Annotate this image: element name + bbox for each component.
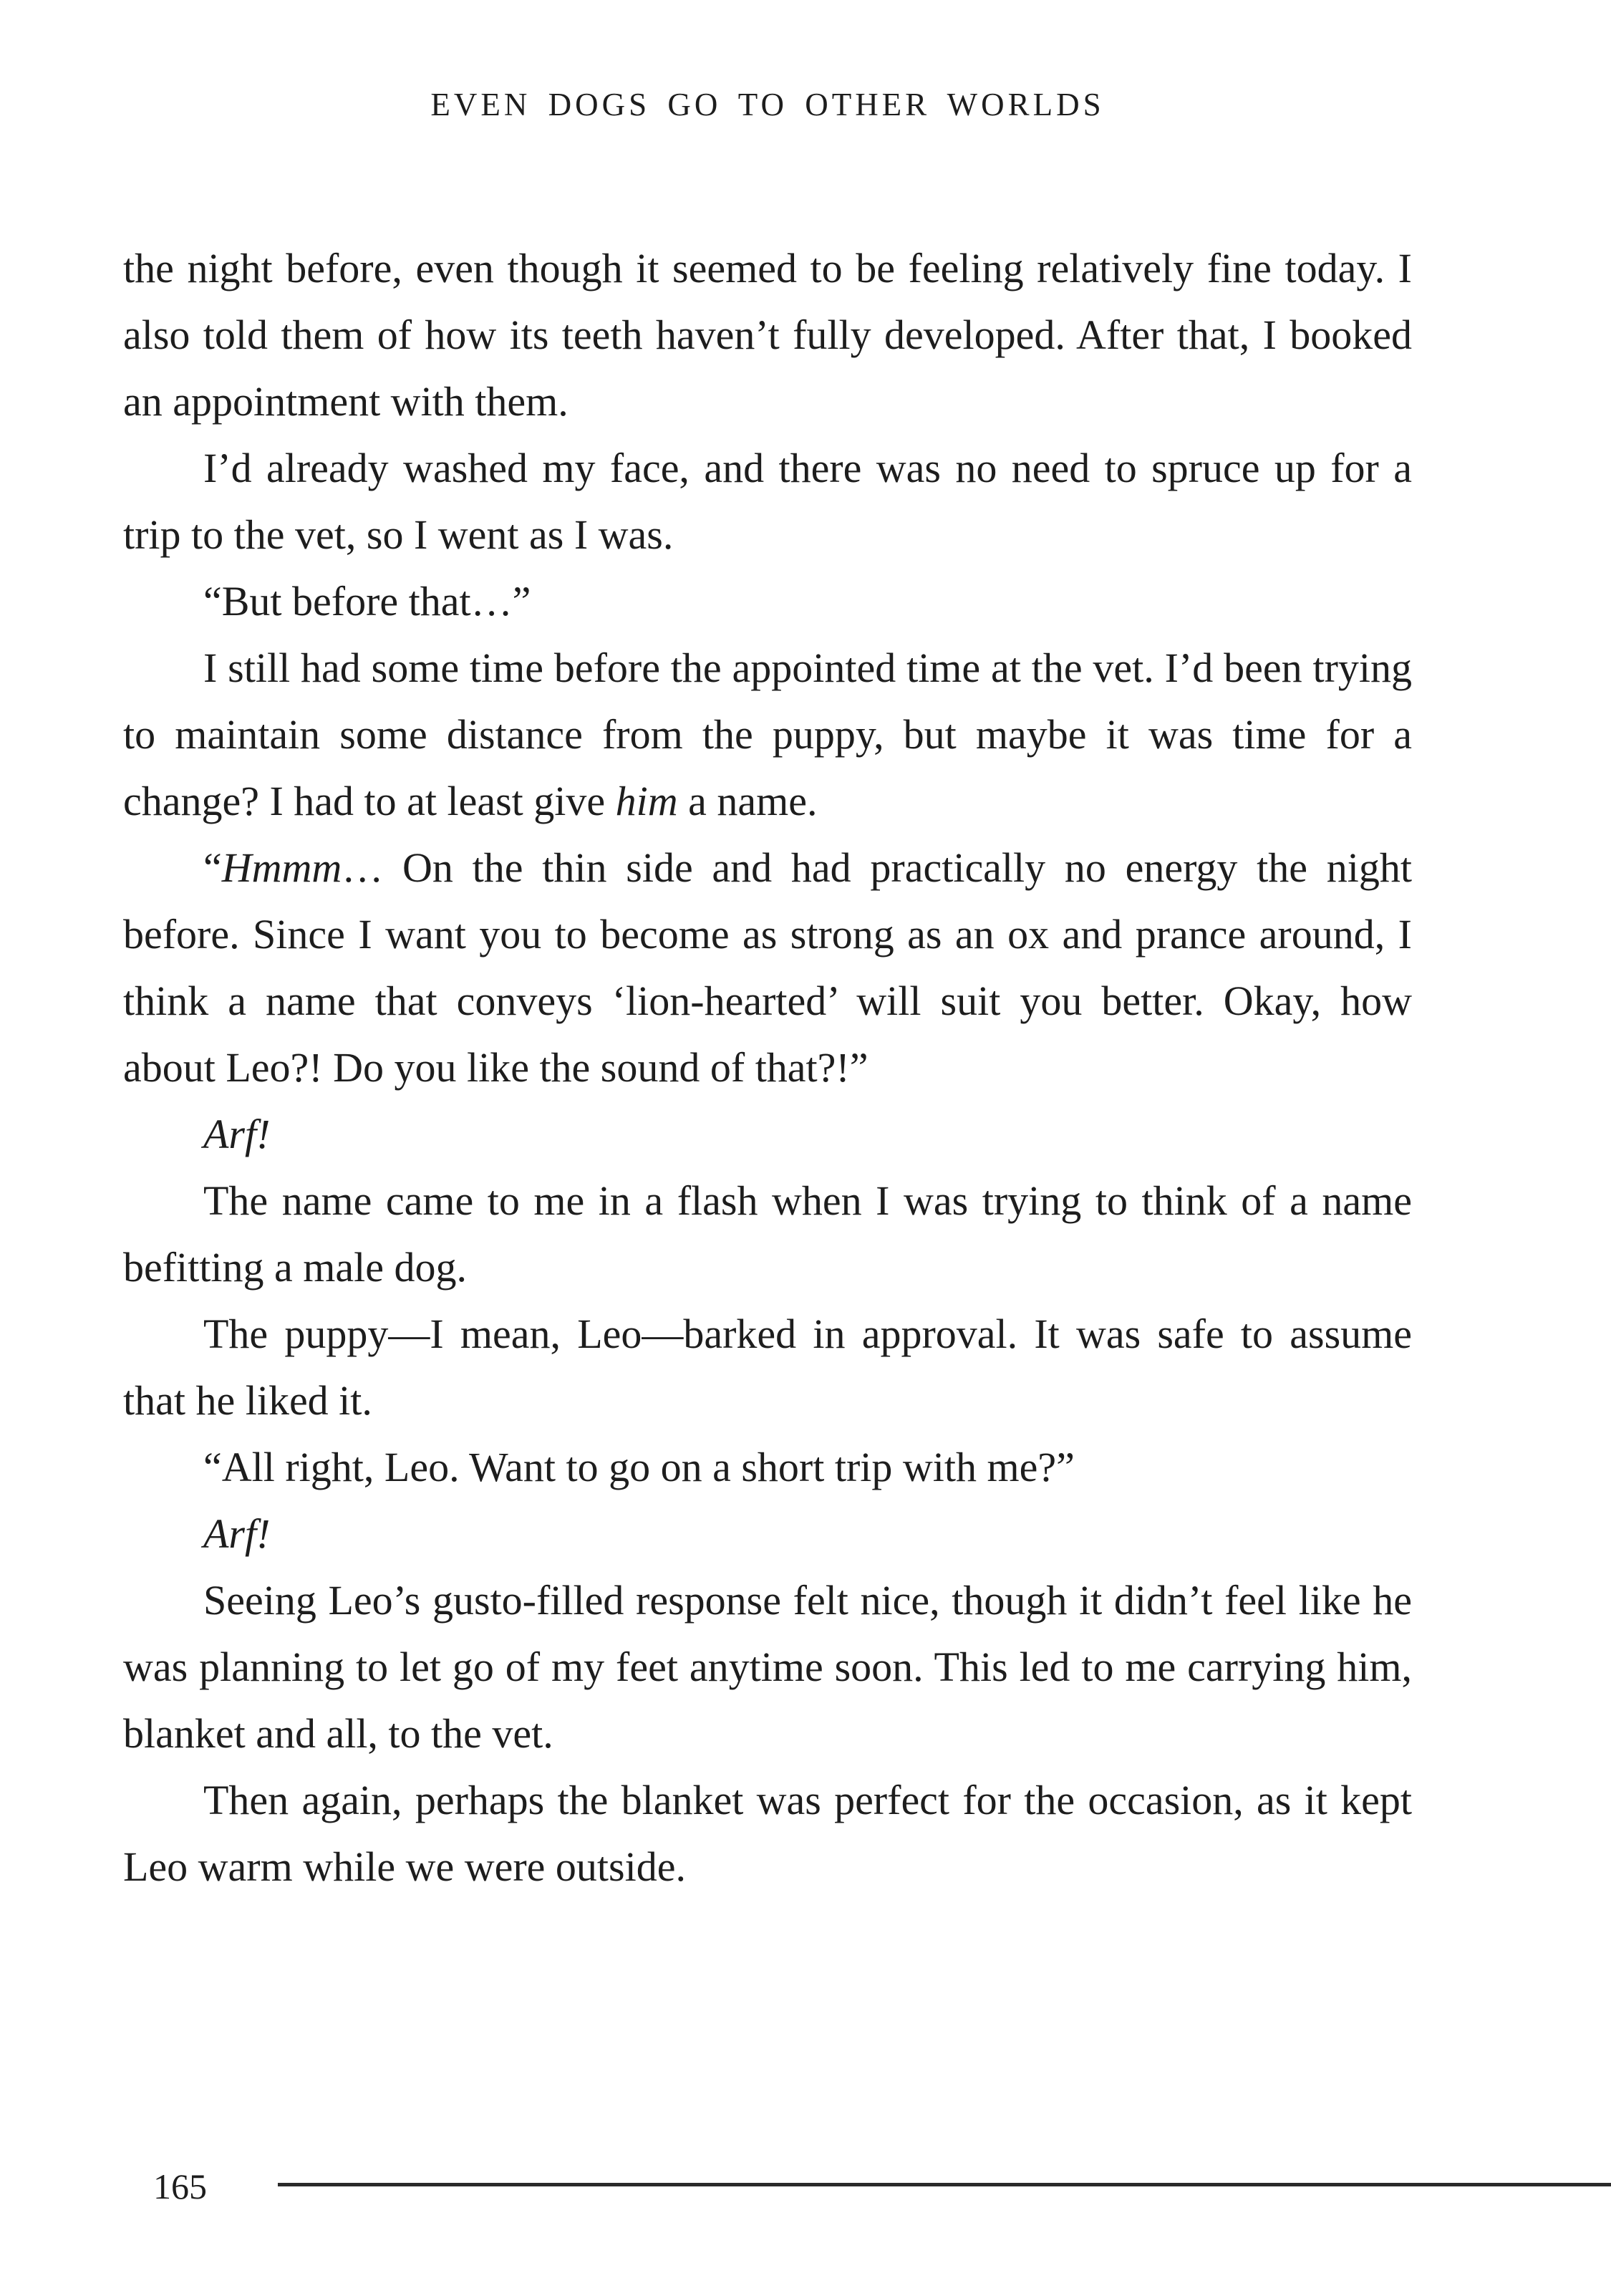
paragraph: Arf!	[203, 1111, 271, 1157]
paragraph: “Hmmm… On the thin side and had practically no energy the night before. Since I want you to become as strong as an ox and prance around, I think a name that conveys ‘lion-hearted’ will suit you better. Okay, how about Leo?! Do you like the sound of that?!”	[123, 844, 1412, 1091]
paragraph: the night before, even though it seemed to be feeling relatively fine today. I also told them of how its teeth haven’t fully developed. After that, I booked an appointment with them.	[123, 245, 1412, 425]
paragraph: Arf!	[203, 1510, 271, 1557]
paragraph: “All right, Leo. Want to go on a short trip with me?”	[203, 1444, 1075, 1490]
paragraph: Then again, perhaps the blanket was perfect for the occasion, as it kept Leo warm while we were outside.	[123, 1777, 1412, 1890]
paragraph: I’d already washed my face, and there was no need to spruce up for a trip to the vet, so I went as I was.	[123, 445, 1412, 558]
paragraph: The puppy—I mean, Leo—barked in approval. It was safe to assume that he liked it.	[123, 1311, 1412, 1424]
paragraph: “But before that…”	[203, 578, 531, 624]
running-header: EVEN DOGS GO TO OTHER WORLDS	[430, 87, 1105, 122]
paragraph: Seeing Leo’s gusto-filled response felt nice, though it didn’t feel like he was planning to let go of my feet anytime soon. This led to me carrying him, blanket and all, to the vet.	[123, 1577, 1412, 1757]
paragraph: I still had some time before the appointed time at the vet. I’d been trying to maintain some distance from the puppy, but maybe it was time for a change? I had to at least give him a name.	[123, 645, 1412, 824]
page-number: 165	[153, 2166, 207, 2206]
footer-rule	[278, 2183, 1611, 2186]
paragraph: The name came to me in a flash when I was trying to think of a name befitting a male dog.	[123, 1177, 1412, 1291]
page-body	[123, 235, 1412, 1900]
